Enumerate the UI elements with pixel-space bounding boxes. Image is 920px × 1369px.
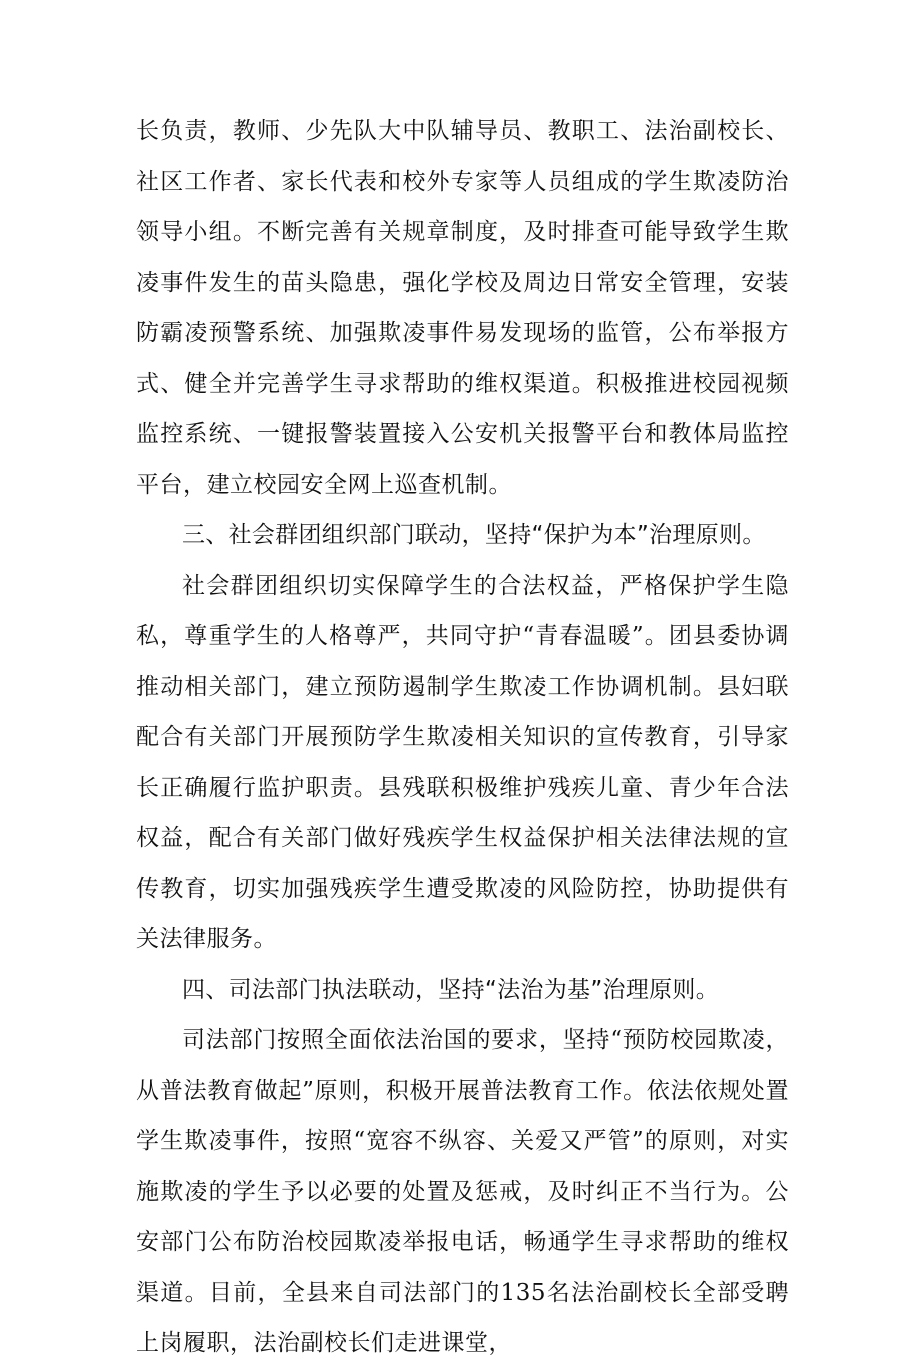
section-heading-four: 四、司法部门执法联动，坚持“法治为基”治理原则。 [182,976,720,1003]
paragraph-judicial-departments: 司法部门按照全面依法治国的要求，坚持“预防校园欺凌，从普法教育做起”原则，积极开展普法教育工作。依法依规处置学生欺凌事件，按照“宽容不纵容、关爱又严管”的原则，对实施欺凌的学生予以必要的处置及惩戒，及时纠正不当行为。公安部门公布防治校园欺凌举报电话，畅通学生寻求帮助的维权渠道。目前，全县来自司法部门的135名法治副校长全部受聘上岗履职，法治副校长们走进课堂， [136,1027,789,1356]
document-body [136,106,789,1369]
paragraph-school-governance: 长负责，教师、少先队大中队辅导员、教职工、法治副校长、社区工作者、家长代表和校外专家等人员组成的学生欺凌防治领导小组。不断完善有关规章制度，及时排查可能导致学生欺凌事件发生的苗头隐患，强化学校及周边日常安全管理，安装防霸凌预警系统、加强欺凌事件易发现场的监管，公布举报方式、健全并完善学生寻求帮助的维权渠道。积极推进校园视频监控系统、一键报警装置接入公安机关报警平台和教体局监控平台，建立校园安全网上巡查机制。 [136,118,789,498]
section-heading-three: 三、社会群团组织部门联动，坚持“保护为本”治理原则。 [182,522,766,548]
paragraph-social-groups: 社会群团组织切实保障学生的合法权益，严格保护学生隐私，尊重学生的人格尊严，共同守护“青春温暖”。团县委协调推动相关部门，建立预防遏制学生欺凌工作协调机制。县妇联配合有关部门开展预防学生欺凌相关知识的宣传教育，引导家长正确履行监护职责。县残联积极维护残疾儿童、青少年合法权益，配合有关部门做好残疾学生权益保护相关法律法规的宣传教育，切实加强残疾学生遭受欺凌的风险防控，协助提供有关法律服务。 [136,572,789,952]
